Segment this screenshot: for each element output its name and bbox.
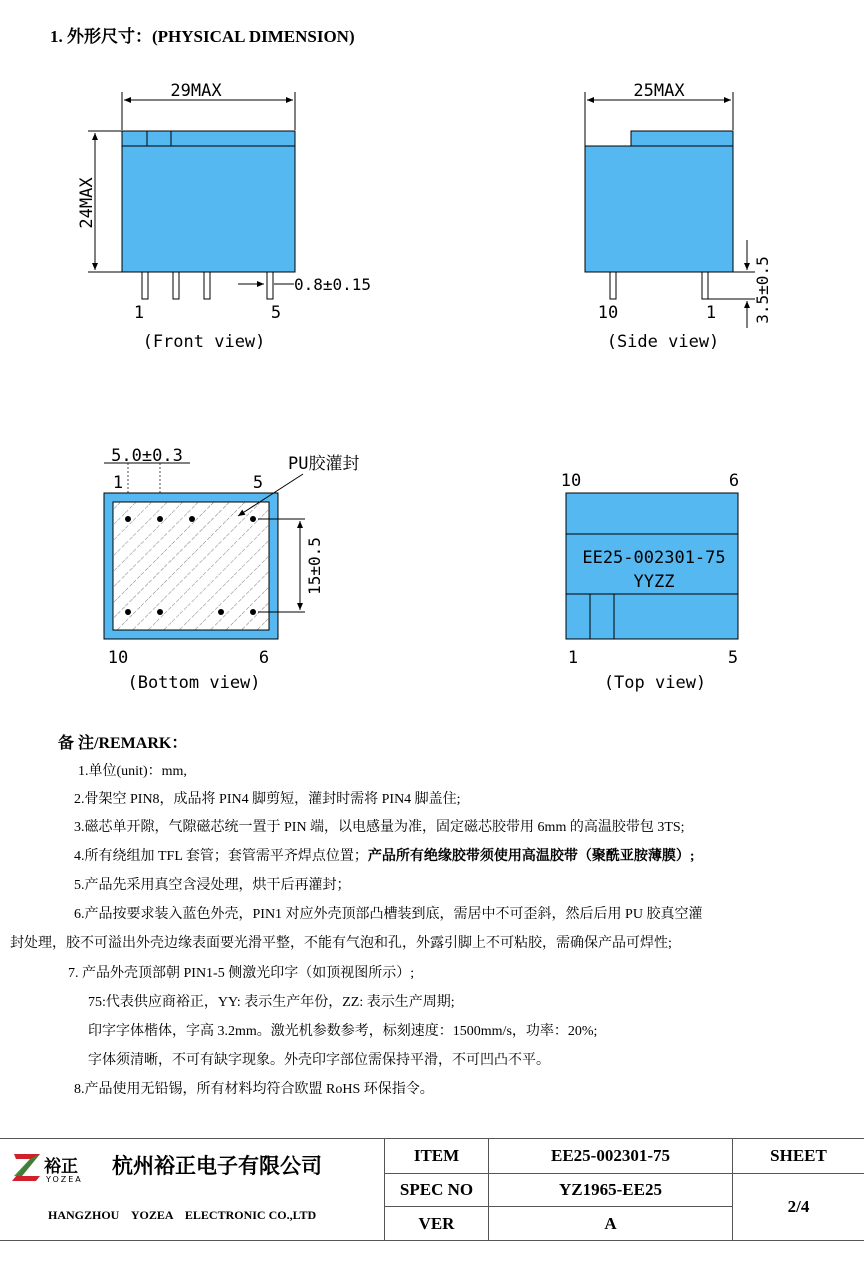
logo-text-cn: 裕正 — [44, 1157, 78, 1177]
marking-part-number: EE25-002301-75 — [582, 548, 726, 568]
front-width-dim: 29MAX — [170, 81, 222, 101]
side-pin-label-10: 10 — [597, 303, 619, 323]
side-view-caption: (Side view) — [606, 332, 720, 352]
pin-pitch-dim: 5.0±0.3 — [111, 446, 183, 466]
bottom-pin-label-1: 1 — [112, 473, 124, 493]
bottom-view-caption: (Bottom view) — [127, 673, 261, 693]
top-pin-label-1: 1 — [567, 648, 579, 668]
front-pin-label-1: 1 — [133, 303, 145, 323]
top-view — [561, 471, 739, 693]
remark-7: 7. 产品外壳顶部朝 PIN1-5 侧激光印字（如顶视图所示）; — [68, 966, 415, 981]
remark-4-emphasis: 产品所有绝缘胶带须使用高温胶带（聚酰亚胺薄膜）; — [367, 849, 695, 864]
potting-label: PU胶灌封 — [288, 454, 360, 474]
sheet-value: 2/4 — [787, 1197, 810, 1216]
remark-5: 5.产品先采用真空含浸处理，烘干后再灌封； — [74, 878, 351, 893]
remark-1: 1.单位(unit)：mm, — [78, 764, 187, 779]
side-pin-label-1: 1 — [705, 303, 717, 323]
side-pin — [610, 272, 616, 299]
remark-6-line1: 6.产品按要求装入蓝色外壳，PIN1 对应外壳顶部凸槽装到底，需居中不可歪斜，然后后用 PU 胶真空灌 — [74, 907, 703, 922]
front-pin-label-5: 5 — [270, 303, 282, 323]
remark-7-code: 75:代表供应商裕正，YY: 表示生产年份，ZZ: 表示生产周期; — [88, 995, 455, 1010]
pin-diameter-dim: 0.8±0.15 — [294, 275, 372, 294]
spec-no-label: SPEC NO — [399, 1180, 474, 1199]
remark-4 — [74, 845, 695, 865]
company-logo-icon — [10, 1150, 44, 1184]
front-pin — [204, 272, 210, 299]
remark-7-clarity: 字体须清晰，不可有缺字现象。外壳印字部位需保持平滑，不可凹凸不平。 — [88, 1053, 550, 1068]
spec-no-value: YZ1965-EE25 — [559, 1180, 662, 1199]
remark-title: 备 注/REMARK： — [58, 735, 188, 752]
remark-6-line2: 封处理，胶不可溢出外壳边缘表面要光滑平整，不能有气泡和孔，外露引脚上不可粘胶，需确保产品可焊性; — [10, 936, 672, 951]
remark-4-text: 4.所有绕组加 TFL 套管；套管需平齐焊点位置； — [74, 849, 368, 864]
top-pin-label-6: 6 — [728, 471, 740, 491]
remark-2: 2.骨架空 PIN8，成品将 PIN4 脚剪短，灌封时需将 PIN4 脚盖住; — [74, 792, 461, 807]
bottom-pin-label-5: 5 — [252, 473, 264, 493]
bottom-pin-label-6: 6 — [258, 648, 270, 668]
side-pin — [702, 272, 708, 299]
logo-text-en: YOZEA — [46, 1175, 83, 1184]
company-name-en: HANGZHOU YOZEA ELECTRONIC CO.,LTD — [48, 1208, 317, 1222]
top-pin-label-5: 5 — [727, 648, 739, 668]
version-label: VER — [418, 1213, 455, 1233]
front-pin — [173, 272, 179, 299]
top-pin-label-10: 10 — [560, 471, 582, 491]
front-view — [77, 81, 371, 352]
bottom-view — [104, 446, 359, 693]
version-value: A — [604, 1213, 617, 1233]
pin-length-dim: 3.5±0.5 — [753, 256, 772, 324]
pin-row-dim: 15±0.5 — [305, 537, 324, 595]
front-pin — [142, 272, 148, 299]
front-view-caption: (Front view) — [142, 332, 266, 352]
remark-8: 8.产品使用无铅锡，所有材料均符合欧盟 RoHS 环保指令。 — [74, 1082, 434, 1097]
section-heading: 1. 外形尺寸：(PHYSICAL DIMENSION) — [50, 27, 355, 46]
remark-7-font: 印字字体楷体，字高 3.2mm。激光机参数参考，标刻速度：1500mm/s，功率：20%; — [88, 1024, 598, 1039]
item-value: EE25-002301-75 — [551, 1146, 670, 1165]
front-case — [122, 131, 295, 272]
item-label: ITEM — [413, 1146, 460, 1165]
sheet-label: SHEET — [770, 1146, 827, 1165]
top-view-caption: (Top view) — [603, 673, 707, 693]
side-view — [585, 81, 772, 352]
side-case — [585, 131, 733, 272]
side-width-dim: 25MAX — [633, 81, 685, 101]
front-pin — [267, 272, 273, 299]
marking-date-code: YYZZ — [633, 572, 675, 592]
company-name-cn: 杭州裕正电子有限公司 — [112, 1154, 322, 1178]
front-height-dim: 24MAX — [77, 177, 97, 229]
bottom-pin-label-10: 10 — [107, 648, 129, 668]
remark-3: 3.磁芯单开隙，气隙磁芯统一置于 PIN 端，以电感量为准，固定磁芯胶带用 6mm 的高温胶带包 3TS; — [74, 820, 685, 835]
